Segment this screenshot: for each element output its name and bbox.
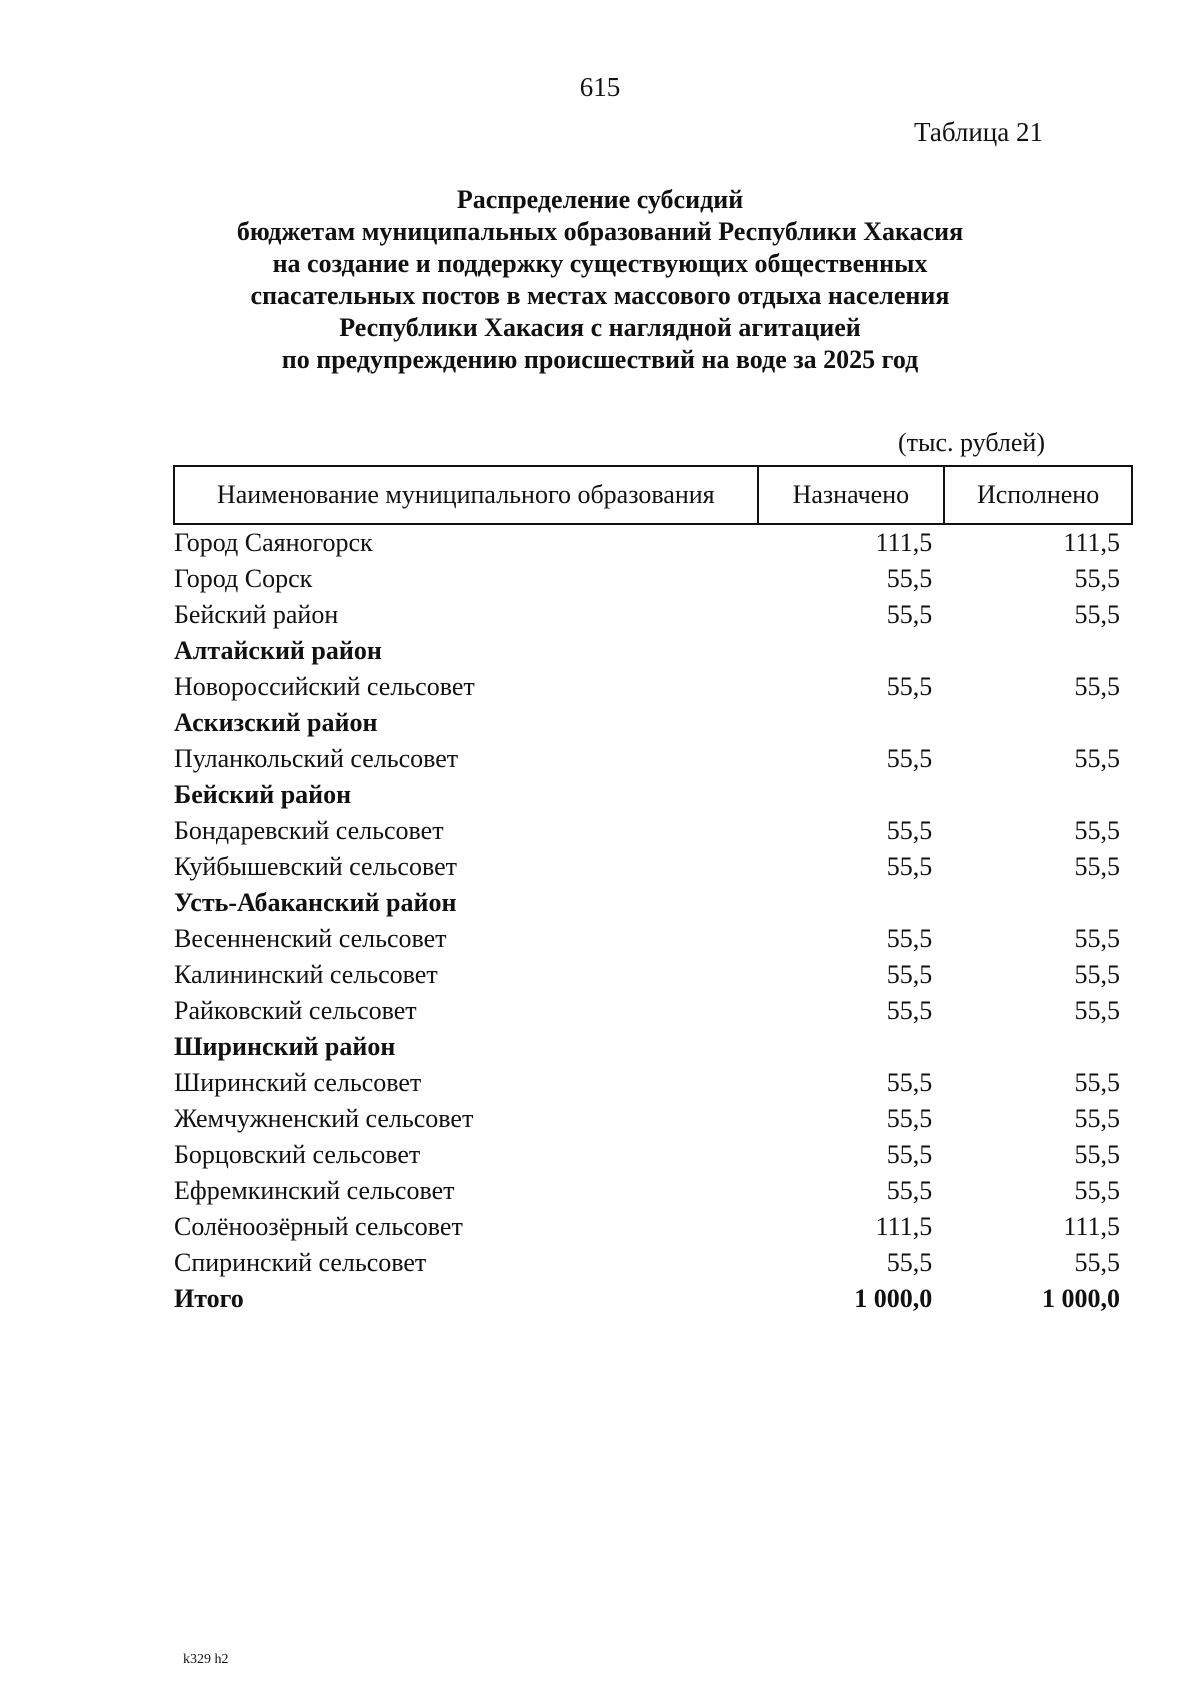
- cell-assigned: 55,5: [886, 744, 933, 773]
- footer-code: k329 h2: [183, 1652, 229, 1667]
- cell-executed: [944, 633, 1132, 669]
- cell-assigned: [758, 1029, 945, 1065]
- cell-executed: 55,5: [1074, 852, 1120, 881]
- cell-assigned: 55,5: [886, 924, 933, 953]
- cell-name: Усть-Абаканский район: [174, 888, 457, 917]
- table-row: [174, 524, 1132, 561]
- cell-executed: 55,5: [1074, 1068, 1120, 1097]
- cell-assigned: 55,5: [886, 1140, 933, 1169]
- table-row: [174, 849, 1132, 885]
- table-row: [174, 993, 1132, 1029]
- cell-executed: 55,5: [1074, 924, 1120, 953]
- cell-assigned: 111,5: [875, 1212, 933, 1241]
- table-row: [174, 1245, 1132, 1281]
- table-number: Таблица 21: [914, 117, 1043, 147]
- cell-executed: 55,5: [1074, 600, 1120, 629]
- cell-executed: [944, 1029, 1132, 1065]
- cell-name: Бондаревский сельсовет: [174, 816, 444, 845]
- cell-assigned: 55,5: [886, 816, 933, 845]
- cell-assigned: 55,5: [886, 996, 933, 1025]
- table-row: [174, 1173, 1132, 1209]
- cell-name: Аскизский район: [174, 708, 378, 737]
- cell-name: Ширинский район: [174, 1032, 396, 1061]
- table-row: [174, 957, 1132, 993]
- cell-name: Борцовский сельсовет: [174, 1140, 421, 1169]
- cell-assigned: [758, 777, 945, 813]
- table-row: [174, 741, 1132, 777]
- subsidy-table: [173, 465, 1133, 1317]
- cell-name: Алтайский район: [174, 636, 382, 665]
- cell-assigned: 55,5: [886, 1104, 933, 1133]
- cell-executed: [944, 705, 1132, 741]
- table-row: [174, 921, 1132, 957]
- cell-name: Ширинский сельсовет: [174, 1068, 422, 1097]
- table-row: [174, 597, 1132, 633]
- table-row: [174, 1101, 1132, 1137]
- group-row: [174, 1029, 1132, 1065]
- cell-assigned: 55,5: [886, 564, 933, 593]
- table-row: [174, 1065, 1132, 1101]
- column-header-executed: Исполнено: [944, 466, 1132, 524]
- title-line: Распределение субсидий: [456, 185, 744, 214]
- cell-assigned: 55,5: [886, 1248, 933, 1277]
- cell-executed: 55,5: [1074, 1140, 1120, 1169]
- cell-name: Калининский сельсовет: [174, 960, 438, 989]
- page-number: 615: [579, 72, 621, 102]
- cell-executed: [944, 777, 1132, 813]
- cell-name: Город Саяногорск: [174, 528, 373, 557]
- cell-name: Город Сорск: [174, 564, 313, 593]
- table-row: [174, 1209, 1132, 1245]
- cell-executed: [944, 885, 1132, 921]
- cell-executed: 55,5: [1074, 996, 1120, 1025]
- cell-assigned: 55,5: [886, 852, 933, 881]
- cell-assigned: 55,5: [886, 1176, 933, 1205]
- table-row: [174, 561, 1132, 597]
- cell-assigned: [758, 705, 945, 741]
- cell-executed: 55,5: [1074, 744, 1120, 773]
- cell-executed: 55,5: [1074, 816, 1120, 845]
- cell-executed: 55,5: [1074, 1104, 1120, 1133]
- cell-name: Солёноозёрный сельсовет: [174, 1212, 463, 1241]
- cell-assigned: 55,5: [886, 1068, 933, 1097]
- total-row: [174, 1281, 1132, 1317]
- cell-name: Весенненский сельсовет: [174, 924, 447, 953]
- cell-assigned: 55,5: [886, 600, 933, 629]
- document-title: [0, 184, 1200, 376]
- cell-executed: 1 000,0: [1042, 1284, 1120, 1313]
- cell-assigned: 55,5: [886, 672, 933, 701]
- cell-executed: 55,5: [1074, 960, 1120, 989]
- title-line: на создание и поддержку существующих общественных: [272, 249, 928, 278]
- cell-name: Ефремкинский сельсовет: [174, 1176, 455, 1205]
- table-row: [174, 813, 1132, 849]
- table-body: [174, 524, 1132, 1317]
- cell-executed: 55,5: [1074, 672, 1120, 701]
- cell-assigned: [758, 885, 945, 921]
- cell-assigned: [758, 633, 945, 669]
- table-header-row: [174, 466, 1132, 524]
- cell-executed: 55,5: [1074, 1176, 1120, 1205]
- cell-name: Бейский район: [174, 600, 339, 629]
- cell-name: Жемчужненский сельсовет: [174, 1104, 474, 1133]
- cell-name: Пуланкольский сельсовет: [174, 744, 459, 773]
- cell-name: Бейский район: [174, 780, 352, 809]
- title-line: по предупреждению происшествий на воде за 2025 год: [281, 345, 919, 374]
- cell-name: Новороссийский сельсовет: [174, 672, 475, 701]
- title-line: бюджетам муниципальных образований Республики Хакасия: [236, 217, 964, 246]
- cell-executed: 111,5: [1063, 528, 1120, 557]
- title-line: Республики Хакасия с наглядной агитацией: [339, 313, 861, 342]
- table-row: [174, 669, 1132, 705]
- cell-name: Спиринский сельсовет: [174, 1248, 427, 1277]
- group-row: [174, 633, 1132, 669]
- cell-executed: 55,5: [1074, 1248, 1120, 1277]
- group-row: [174, 777, 1132, 813]
- cell-executed: 55,5: [1074, 564, 1120, 593]
- cell-name: Итого: [174, 1284, 244, 1313]
- cell-assigned: 55,5: [886, 960, 933, 989]
- group-row: [174, 705, 1132, 741]
- cell-assigned: 111,5: [875, 528, 933, 557]
- title-line: спасательных постов в местах массового отдыха населения: [250, 281, 950, 310]
- cell-name: Куйбышевский сельсовет: [174, 852, 457, 881]
- cell-executed: 111,5: [1063, 1212, 1120, 1241]
- column-header-name: Наименование муниципального образования: [174, 466, 758, 524]
- table-row: [174, 1137, 1132, 1173]
- column-header-assigned: Назначено: [758, 466, 945, 524]
- group-row: [174, 885, 1132, 921]
- units-label: (тыс. рублей): [897, 428, 1045, 457]
- cell-assigned: 1 000,0: [854, 1284, 933, 1313]
- cell-name: Райковский сельсовет: [174, 996, 417, 1025]
